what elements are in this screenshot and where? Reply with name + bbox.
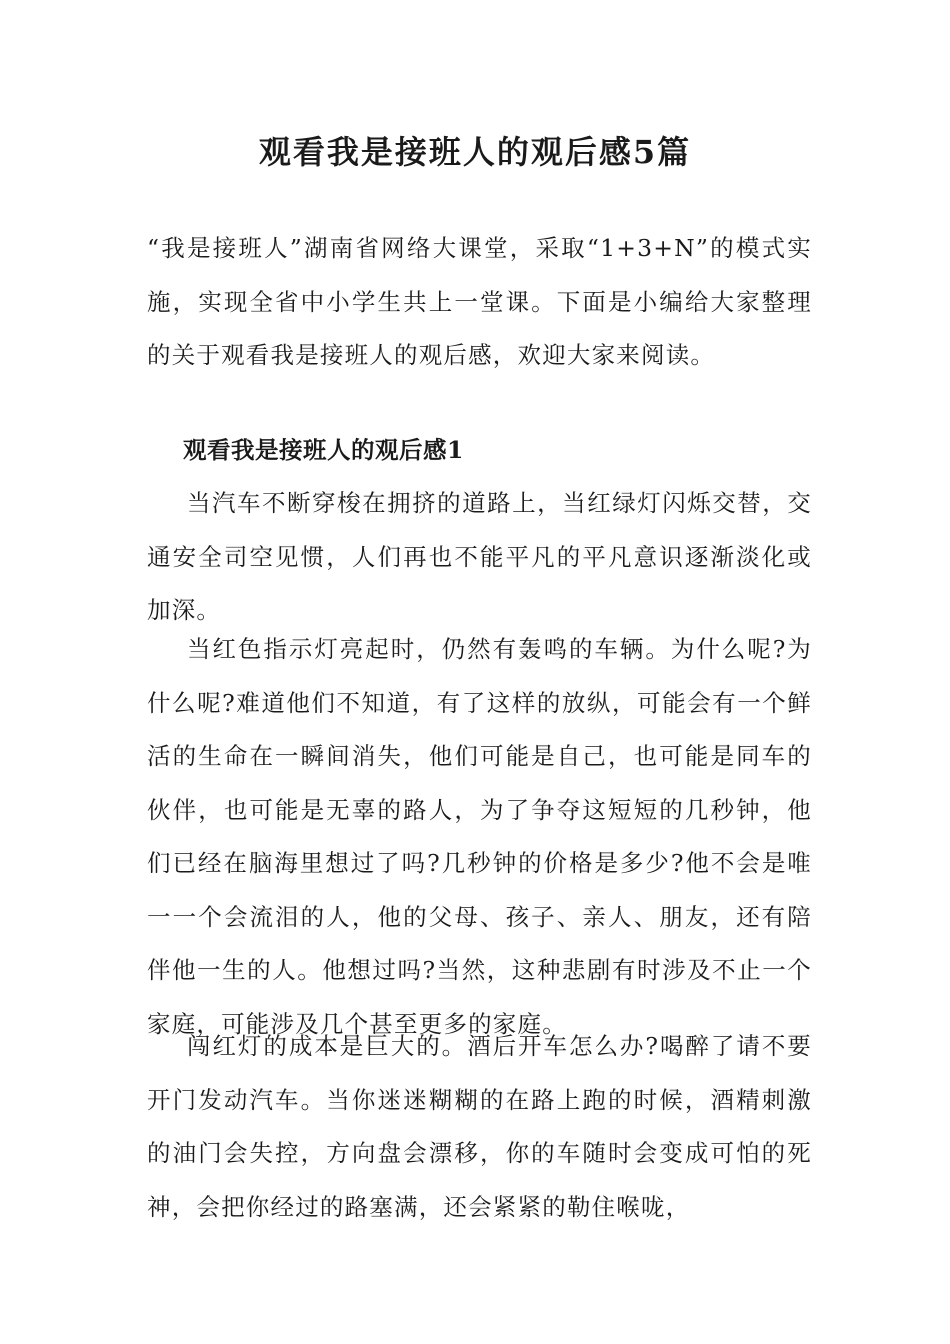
body-paragraph-3: 闯红灯的成本是巨大的。酒后开车怎么办?喝醉了请不要开门发动汽车。当你迷迷糊糊的在路上跑的时候，酒精刺激的油门会失控，方向盘会漂移，你的车随时会变成可怕的死神，会把你经过的路塞满，还会紧紧的勒住喉咙，	[147, 1032, 812, 1221]
document-title: 观看我是接班人的观后感5篇	[258, 133, 692, 171]
body-paragraph-2: 当红色指示灯亮起时，仍然有轰鸣的车辆。为什么呢?为什么呢?难道他们不知道，有了这样的放纵，可能会有一个鲜活的生命在一瞬间消失，他们可能是自己，也可能是同车的伙伴，也可能是无辜的路人，为了争夺这短短的几秒钟，他们已经在脑海里想过了吗?几秒钟的价格是多少?他不会是唯一一个会流泪的人，他的父母、孩子、亲人、朋友，还有陪伴他一生的人。他想过吗?当然，这种悲剧有时涉及不止一个家庭，可能涉及几个甚至更多的家庭。	[147, 635, 812, 1038]
intro-paragraph: “我是接班人”湖南省网络大课堂，采取“1+3+N”的模式实施，实现全省中小学生共上一堂课。下面是小编给大家整理的关于观看我是接班人的观后感，欢迎大家来阅读。	[147, 234, 812, 369]
body-paragraph-1: 当汽车不断穿梭在拥挤的道路上，当红绿灯闪烁交替，交通安全司空见惯，人们再也不能平凡的平凡意识逐渐淡化或加深。	[147, 489, 812, 624]
section-heading: 观看我是接班人的观后感1	[183, 436, 464, 464]
